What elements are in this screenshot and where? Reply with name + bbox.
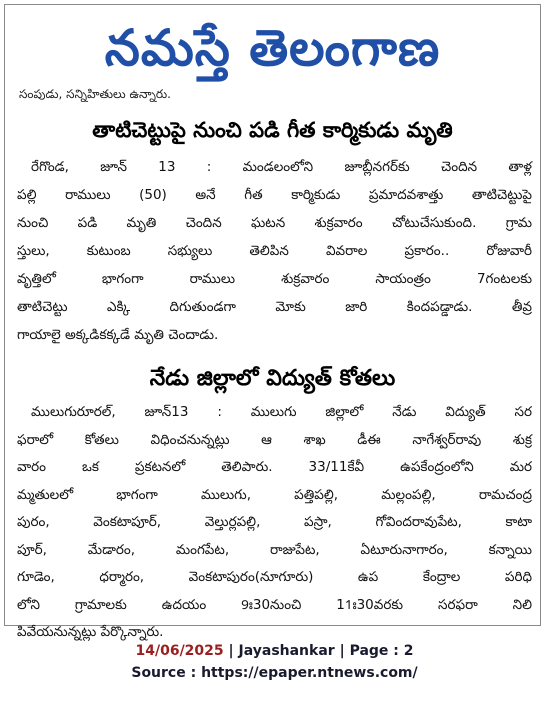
footer-page: Page : 2: [349, 643, 414, 659]
footer-separator: |: [223, 643, 239, 659]
article1-line: రేగొండ, జూన్ 13 : మండలంలోని జూబ్లీనగర్‌కు చెందిన తాళ్ల: [31, 159, 532, 175]
footer-separator: |: [334, 643, 350, 659]
article-clipping: [4, 4, 541, 640]
article2-line: గూడెం, ధర్మారం, వెంకటాపురం(నూగూరు) ఉప కేంద్రాల పరిధి: [17, 569, 532, 585]
article1-line: స్తులు, కుటుంబ సభ్యులు తెలిపిన వివరాల ప్రకారం.. రోజువారీ: [17, 243, 532, 259]
article1-headline: తాటిచెట్టుపై నుంచి పడి గీత కార్మికుడు మృతి: [92, 118, 453, 142]
article2-body: [17, 399, 532, 640]
footer-date: 14/06/2025: [135, 643, 224, 659]
article2-line: పురం, వెంకటాపూర్, వెల్తుర్లపల్లి, పస్రా, గోవిందరావుపేట, కాటా: [17, 514, 532, 530]
footer-meta: [0, 640, 549, 662]
footer-location: Jayashankar: [238, 643, 335, 659]
article2-line: ములుగురూరల్, జూన్13 : ములుగు జిల్లాలో నేడు విద్యుత్ సర: [31, 404, 532, 420]
article1-line: గాయాలై అక్కడికక్కడే మృతి చెందాడు.: [17, 327, 219, 343]
newspaper-masthead: నమస్తే తెలంగాణ: [104, 19, 441, 77]
footer-source: Source : https://epaper.ntnews.com/: [131, 665, 418, 681]
article1-line: తాటిచెట్టు ఎక్కి దిగుతుండగా మోకు జారి కిందపడ్డాడు. తీవ్ర: [17, 299, 532, 315]
article1-line: వృత్తిలో భాగంగా రాములు శుక్రవారం సాయంత్రం 7గంటలకు: [17, 271, 532, 287]
article2-line: పూర్, మేడారం, మంగపేట, రాజుపేట, ఏటూరునాగారం, కన్నాయి: [17, 541, 532, 558]
article2-headline: నేడు జిల్లాలో విద్యుత్ కోతలు: [149, 366, 396, 391]
footer: [0, 640, 549, 684]
article1-line: నుంచి పడి మృతి చెందిన ఘటన శుక్రవారం చోటుచేసుకుంది. గ్రామ: [17, 215, 532, 231]
article2-line: పివేయనున్నట్లు పేర్కొన్నారు.: [17, 624, 164, 640]
cut-previous-text: సంపుడు, సన్నిహితులు ఉన్నారు.: [19, 87, 171, 101]
article2-line: ఫరాలో కోతలు విధించనున్నట్లు ఆ శాఖ డీఈ నాగేశ్వర్‌రావు శుక్ర: [17, 431, 532, 448]
article2-line: మ్మతులలో భాగంగా ములుగు, పత్తిపల్లి, మల్లంపల్లి, రామచంద్ర: [17, 486, 532, 503]
article2-line: వారం ఒక ప్రకటనలో తెలిపారు. 33/11కేవీ ఉపకేంద్రంలోని మర: [17, 459, 532, 475]
article1-body: [17, 153, 532, 349]
article1-line: పల్లి రాములు (50) అనే గీత కార్మికుడు ప్రమాదవశాత్తు తాటిచెట్టుపై: [17, 187, 532, 203]
article2-line: లోని గ్రామాలకు ఉదయం 9ః30నుంచి 11ః30వరకు సరఫరా నిలి: [17, 596, 532, 613]
